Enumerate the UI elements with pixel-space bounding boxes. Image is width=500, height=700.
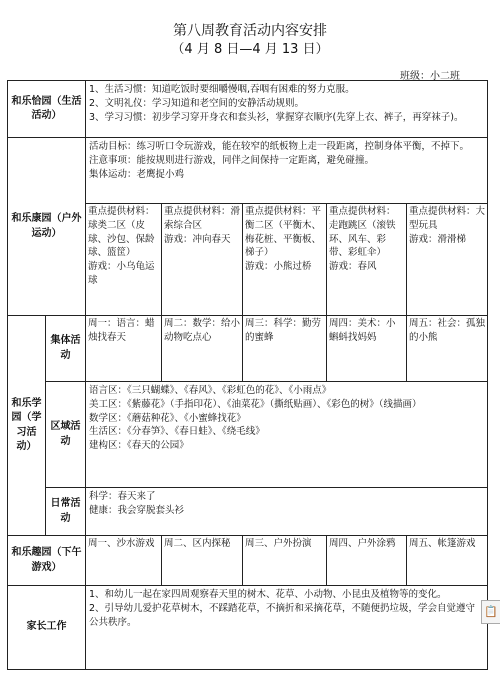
- afternoon-day: 周三、户外扮演: [243, 536, 327, 586]
- zone-activity-content: [86, 382, 488, 488]
- outdoor-zone-cell: [86, 204, 162, 316]
- paste-options-icon[interactable]: 📋: [481, 600, 500, 624]
- life-line: 2、文明礼仪：学习知道和老空间的安静活动规则。: [89, 97, 305, 109]
- zone-line: 建构区：《春天的公园》: [89, 440, 189, 452]
- afternoon-section-label: 和乐趣园（下午游戏）: [8, 536, 86, 586]
- collective-day: 周四：美术：小蝌蚪找妈妈: [327, 316, 407, 382]
- outdoor-group-game: 集体运动：老鹰捉小鸡: [89, 168, 185, 180]
- zone-game: 游戏：小乌龟运球: [88, 261, 155, 286]
- outdoor-goal-row: [8, 138, 488, 204]
- learning-zone-row: [8, 382, 488, 488]
- afternoon-day: 周二、区内探秘: [162, 536, 243, 586]
- outdoor-section-label: 和乐康园（户外运动）: [8, 138, 86, 316]
- zone-line: 美工区：《紫藤花》（手指印花）、《油菜花》（撕纸贴画）、《彩色的树》（线描画）: [89, 398, 422, 410]
- life-row: [8, 81, 488, 138]
- life-section-label: 和乐恰园（生活活动）: [8, 81, 86, 138]
- zone-game: 游戏：滑滑梯: [409, 233, 467, 245]
- collective-day: 周五：社会：孤独的小熊: [407, 316, 488, 382]
- class-value: 小二班: [430, 71, 460, 82]
- afternoon-day: 周四、户外涂鸦: [327, 536, 407, 586]
- zone-line: 语言区：《三只蝴蝶》、《春风》、《彩虹色的花》、《小雨点》: [89, 385, 332, 396]
- daily-line: 健康：我会穿脱套头衫: [89, 504, 185, 516]
- class-label: 班级：: [400, 71, 430, 82]
- afternoon-day: 周一、沙水游戏: [86, 536, 162, 586]
- zone-activity-label: 区域活动: [46, 382, 86, 488]
- collective-day: 周三：科学：勤劳的蜜蜂: [243, 316, 327, 382]
- page-title: 第八周教育活动内容安排: [173, 23, 327, 39]
- daily-activity-content: [86, 488, 488, 536]
- learning-daily-row: [8, 488, 488, 536]
- afternoon-day: 周五、帐篷游戏: [407, 536, 488, 586]
- date-range: （4 月 8 日—4 月 13 日）: [171, 42, 329, 57]
- parents-section-label: 家长工作: [8, 586, 86, 670]
- daily-line: 科学：春天来了: [89, 491, 156, 502]
- learning-collective-row: [8, 316, 488, 382]
- schedule-table: [7, 80, 488, 670]
- zone-game: 游戏：冲向春天: [164, 233, 231, 245]
- collective-day: 周二：数学：给小动物吃点心: [162, 316, 243, 382]
- parents-row: [8, 586, 488, 670]
- zone-game: 游戏：春风: [329, 261, 377, 273]
- zone-material: 重点提供材料：滑索综合区: [164, 206, 241, 231]
- learning-section-label: 和乐学园（学习活动）: [8, 316, 46, 536]
- zone-material: 重点提供材料：大型玩具: [409, 206, 486, 231]
- life-line: 1、生活习惯：知道吃饭时要细嚼慢咽,吞咽有困难的努力克服。: [89, 84, 355, 95]
- life-content: [86, 81, 488, 138]
- zone-material: 重点提供材料：走跑跳区（滚铁环、风车、彩带、彩虹伞）: [329, 206, 396, 259]
- outdoor-zone-cell: [407, 204, 488, 316]
- collective-day: 周一：语言：蜡烛找春天: [86, 316, 162, 382]
- outdoor-zone-cell: [243, 204, 327, 316]
- outdoor-notice: 注意事项：能按规则进行游戏，同伴之间保持一定距离，避免碰撞。: [89, 154, 375, 166]
- parents-line: 2、引导幼儿爱护花草树木，不踩踏花草，不摘折和采摘花草，不随便扔垃圾，学会自觉遵守公共秩序。: [89, 602, 476, 628]
- outdoor-zone-cell: [162, 204, 243, 316]
- daily-activity-label: 日常活动: [46, 488, 86, 536]
- outdoor-zone-cell: [327, 204, 407, 316]
- afternoon-row: [8, 536, 488, 586]
- zone-line: 生活区：《分春笋》、《春日蛙》、《绕毛线》: [89, 426, 265, 438]
- collective-label: 集体活动: [46, 316, 86, 382]
- parents-content: [86, 586, 488, 670]
- zone-game: 游戏：小熊过桥: [245, 261, 312, 273]
- zone-line: 数学区：《蘑菇种花》、《小蜜蜂找花》: [89, 412, 246, 424]
- zone-material: 重点提供材料：球类二区（皮球、沙包、保龄球、篮筐）: [88, 206, 155, 259]
- parents-line: 1、和幼儿一起在家四周观察春天里的树木、花草、小动物、小昆虫及植物等的变化。: [89, 589, 447, 600]
- zone-material: 重点提供材料：平衡二区（平衡木、梅花桩、平衡板、梯子）: [245, 206, 322, 259]
- outdoor-goal-content: [86, 138, 488, 204]
- life-line: 3、学习习惯：初步学习穿开身衣和套头衫，掌握穿衣顺序(先穿上衣、裤子，再穿袜子)。: [89, 111, 464, 123]
- outdoor-goal: 活动目标：练习听口令玩游戏，能在较窄的纸板物上走一段距离，控制身体平衡，不掉下。: [89, 141, 470, 152]
